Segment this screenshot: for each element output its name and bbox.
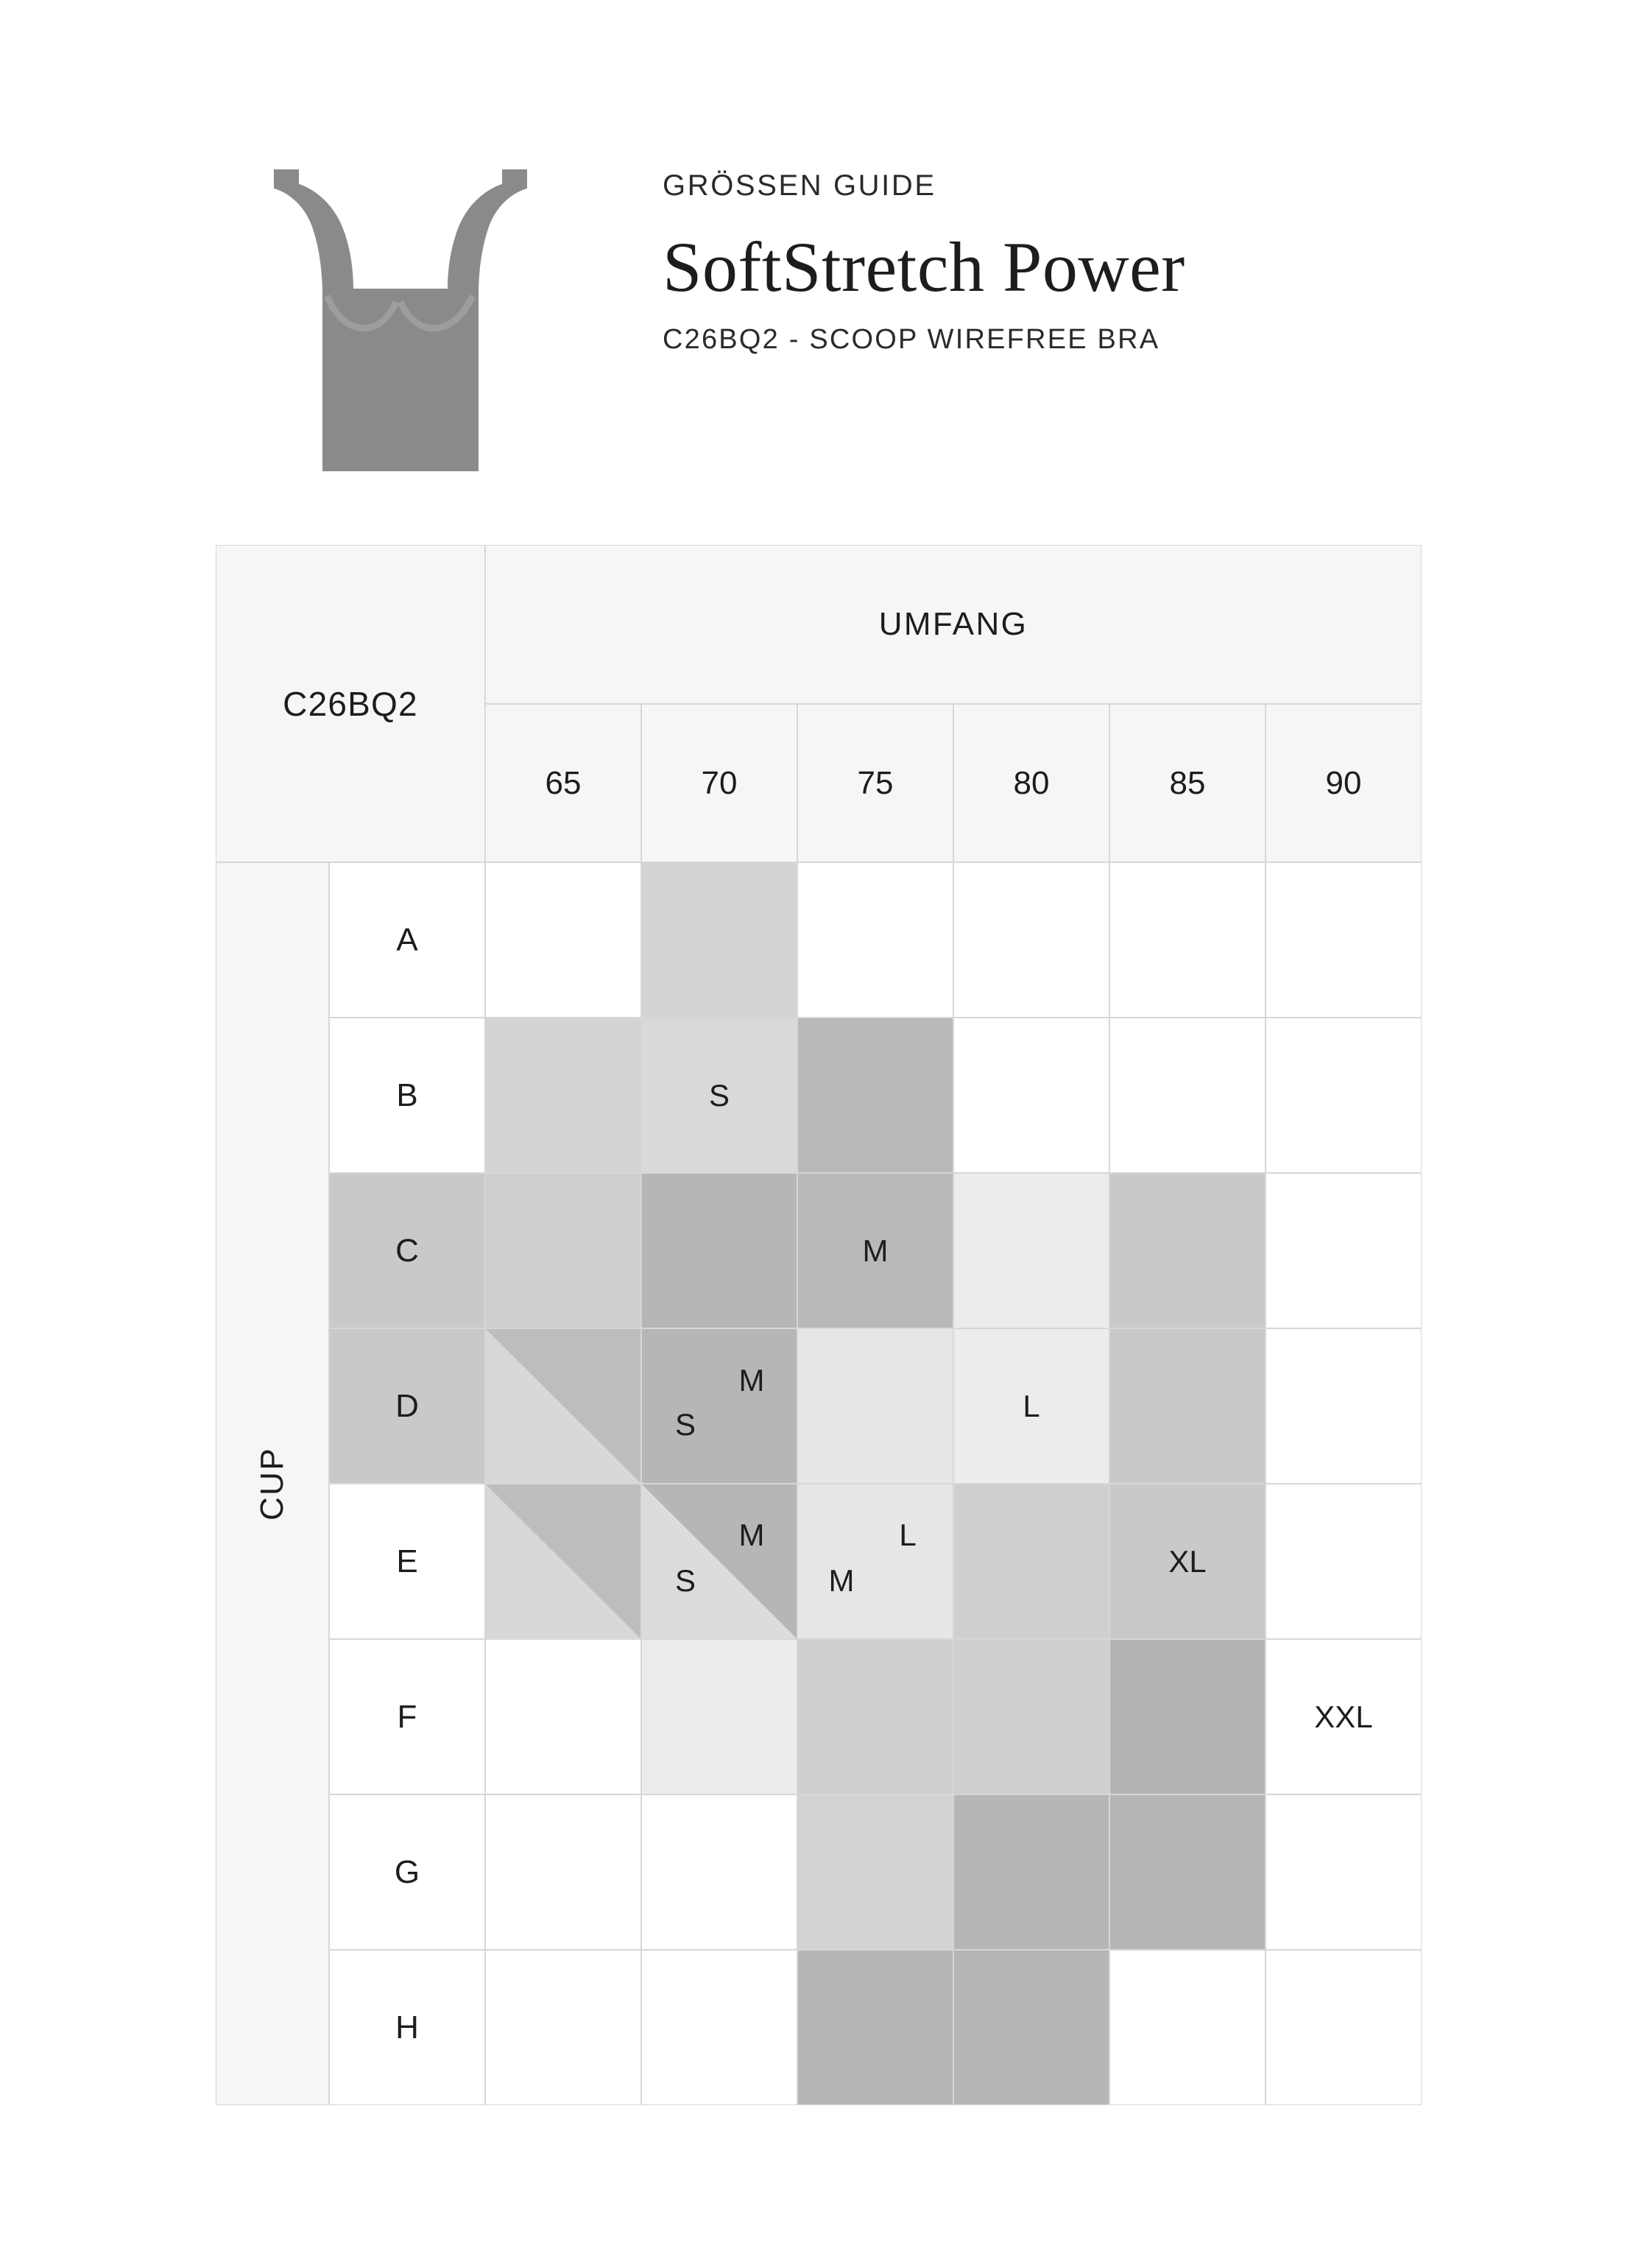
cell-D-70 xyxy=(641,1328,797,1484)
cell-E-75 xyxy=(797,1484,953,1639)
cell-D-90 xyxy=(1266,1328,1422,1484)
cell-H-65 xyxy=(485,1950,641,2105)
size-label-E-70-upper: M xyxy=(738,1518,765,1552)
column-header-75: 75 xyxy=(797,704,953,862)
cell-G-85 xyxy=(1109,1794,1266,1950)
row-header-H: H xyxy=(329,1950,485,2105)
cell-B-70 xyxy=(641,1018,797,1173)
cell-C-85 xyxy=(1109,1173,1266,1328)
cell-F-70 xyxy=(641,1639,797,1794)
cell-E-85 xyxy=(1109,1484,1266,1639)
column-header-65: 65 xyxy=(485,704,641,862)
size-label-F-90: XXL xyxy=(1314,1699,1373,1734)
size-label-C-75: M xyxy=(862,1233,889,1268)
cell-G-75 xyxy=(797,1794,953,1950)
cell-E-90 xyxy=(1266,1484,1422,1639)
row-header-F: F xyxy=(329,1639,485,1794)
row-header-G: G xyxy=(329,1794,485,1950)
cell-A-75 xyxy=(797,862,953,1018)
column-header-90: 90 xyxy=(1266,704,1422,862)
size-label-E-70-lower: S xyxy=(674,1563,696,1598)
cell-D-65 xyxy=(485,1328,641,1484)
bra-icon xyxy=(236,162,545,486)
cell-G-70 xyxy=(641,1794,797,1950)
size-label-D-80: L xyxy=(1023,1388,1040,1423)
column-header-85: 85 xyxy=(1109,704,1266,862)
cell-F-85 xyxy=(1109,1639,1266,1794)
cell-H-75 xyxy=(797,1950,953,2105)
size-label-B-70: S xyxy=(708,1077,730,1113)
size-label-E-75-lower: M xyxy=(828,1563,855,1598)
cell-F-90 xyxy=(1266,1639,1422,1794)
row-group-header-cup: CUP xyxy=(216,862,329,2105)
column-header-80: 80 xyxy=(953,704,1109,862)
cell-H-70 xyxy=(641,1950,797,2105)
header-text xyxy=(663,169,1472,356)
header xyxy=(213,155,1465,493)
cell-E-70 xyxy=(641,1484,797,1639)
size-label-E-85: XL xyxy=(1168,1543,1207,1579)
table-corner-label: C26BQ2 xyxy=(216,545,485,862)
cell-A-80 xyxy=(953,862,1109,1018)
cell-H-85 xyxy=(1109,1950,1266,2105)
cell-C-65 xyxy=(485,1173,641,1328)
size-table xyxy=(216,545,1462,2046)
cell-G-80 xyxy=(953,1794,1109,1950)
cell-D-80 xyxy=(953,1328,1109,1484)
cell-H-80 xyxy=(953,1950,1109,2105)
cell-B-85 xyxy=(1109,1018,1266,1173)
cell-A-70 xyxy=(641,862,797,1018)
row-header-E: E xyxy=(329,1484,485,1639)
cell-D-85 xyxy=(1109,1328,1266,1484)
cell-B-75 xyxy=(797,1018,953,1173)
cell-B-65 xyxy=(485,1018,641,1173)
cell-E-80 xyxy=(953,1484,1109,1639)
size-label-D-70-lower: S xyxy=(674,1407,696,1442)
cell-B-90 xyxy=(1266,1018,1422,1173)
product-subtitle: C26BQ2 - SCOOP WIREFREE BRA xyxy=(663,323,1160,355)
cell-G-90 xyxy=(1266,1794,1422,1950)
cell-C-80 xyxy=(953,1173,1109,1328)
cell-G-65 xyxy=(485,1794,641,1950)
row-header-A: A xyxy=(329,862,485,1018)
page-title: SoftStretch Power xyxy=(663,228,1185,306)
cell-A-85 xyxy=(1109,862,1266,1018)
eyebrow-label: GRÖSSEN GUIDE xyxy=(663,169,936,202)
cell-F-65 xyxy=(485,1639,641,1794)
row-header-C: C xyxy=(329,1173,485,1328)
row-header-B: B xyxy=(329,1018,485,1173)
size-label-D-70-upper: M xyxy=(738,1363,765,1398)
cell-H-90 xyxy=(1266,1950,1422,2105)
cell-E-65 xyxy=(485,1484,641,1639)
row-header-D: D xyxy=(329,1328,485,1484)
column-header-70: 70 xyxy=(641,704,797,862)
cell-D-75 xyxy=(797,1328,953,1484)
cell-C-75 xyxy=(797,1173,953,1328)
cell-A-90 xyxy=(1266,862,1422,1018)
cell-F-75 xyxy=(797,1639,953,1794)
cell-F-80 xyxy=(953,1639,1109,1794)
column-group-header-umfang: UMFANG xyxy=(485,545,1422,704)
cell-C-90 xyxy=(1266,1173,1422,1328)
cell-A-65 xyxy=(485,862,641,1018)
cell-B-80 xyxy=(953,1018,1109,1173)
size-label-E-75-upper: L xyxy=(899,1518,917,1552)
cell-C-70 xyxy=(641,1173,797,1328)
